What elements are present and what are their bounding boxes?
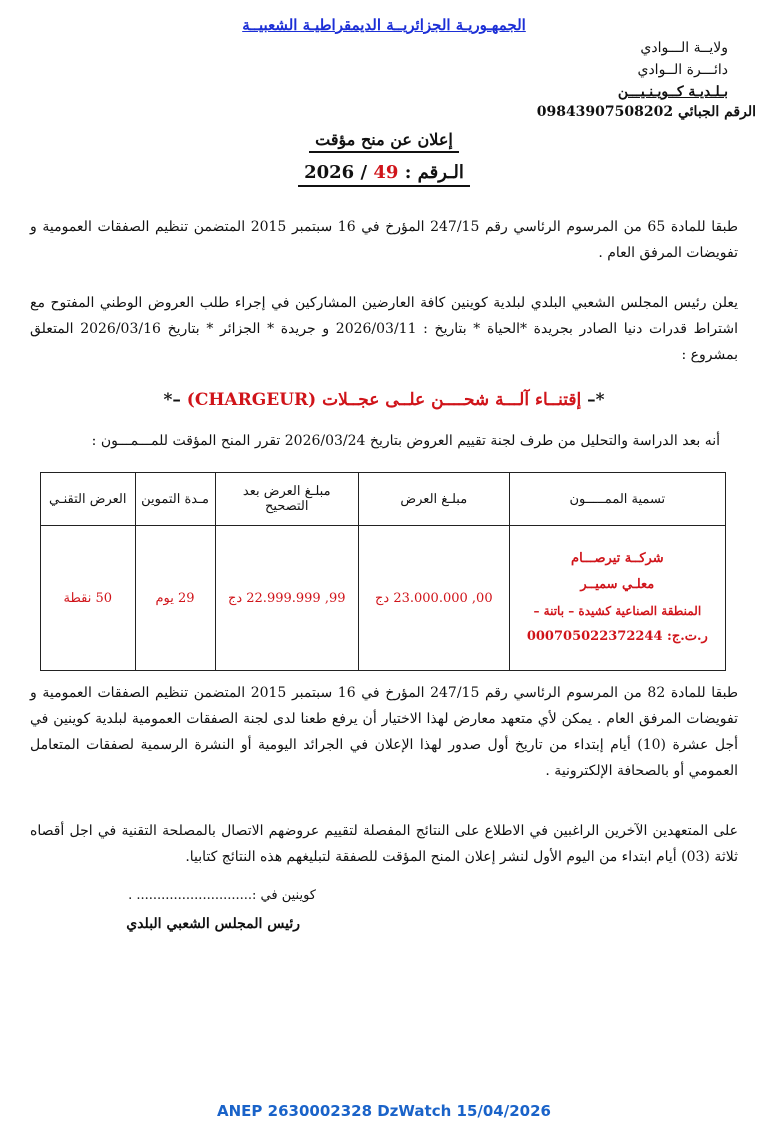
daira-label: دائـــرة الــوادي xyxy=(637,62,728,78)
baladiya-label: بـلـديـة كــويـنـيـــن xyxy=(617,84,728,100)
fiscal-number-line xyxy=(537,104,756,120)
amount-corrected-cell: 99, 22.999.999 دج xyxy=(215,526,358,671)
amount-cell: 00, 23.000.000 دج xyxy=(358,526,509,671)
evaluation-paragraph: أنه بعد الدراسة والتحليل من طرف لجنة تقييم العروض بتاريخ 2026/03/24 تقرر المنح المؤقت للمـــمـــون : xyxy=(91,433,720,449)
header-technical: العرض التقنـي xyxy=(41,473,136,526)
company-rc: ر.ت.ج: 000705022372244 xyxy=(526,629,708,644)
signature: رئيس المجلس الشعبي البلدي xyxy=(126,916,300,932)
wilaya-label: ولايــة الـــوادي xyxy=(640,40,728,56)
award-table xyxy=(40,472,726,671)
republic-heading: الجمهـوريـة الجزائريــة الديمقراطيـة الشعبيــة xyxy=(242,16,526,34)
table-header-row xyxy=(41,473,726,526)
company-address: المنطقة الصناعية كشيدة – باتنة – xyxy=(533,604,702,618)
announcement-title-text: إعلان عن منح مؤقت xyxy=(309,130,459,153)
header-name: تسمية الممـــــون xyxy=(509,473,725,526)
legal-basis-paragraph: طبقا للمادة 65 من المرسوم الرئاسي رقم 247/15 المؤرخ في 16 سبتمبر 2015 المتضمن تنظيم الصفقات العمومية و تفويضات المرفق العام . xyxy=(30,219,738,261)
fiscal-label: الرقم الجبائي xyxy=(677,104,756,120)
project-prefix: *– xyxy=(587,390,605,410)
project-title xyxy=(0,390,768,410)
date-line: كوينين في :............................ . xyxy=(128,888,316,903)
header-amount: مبلـغ العرض xyxy=(358,473,509,526)
header-amount-corrected: مبلـغ العرض بعد التصحيح xyxy=(215,473,358,526)
results-paragraph: على المتعهدين الآخرين الراغبين في الاطلاع على النتائج المفصلة لتقييم عروضهم الاتصال بالمصلحة التقنية في اجل أقصاه ثلاثة (03) أيام ابتداء من اليوم الأول لنشر إعلان المنح المؤقت للصفقة لتبليغهم هذه النتائج كتابيا. xyxy=(30,823,738,865)
number-label: الـرقم : xyxy=(404,162,464,183)
technical-cell: 50 نقطة xyxy=(41,526,136,671)
announcement-number-wrap xyxy=(298,162,470,187)
fiscal-number: 09843907508202 xyxy=(536,104,674,120)
header-duration: مـدة التموين xyxy=(135,473,215,526)
company-name: شركــة تيرصـــام xyxy=(571,551,664,566)
table-row xyxy=(41,526,726,671)
project-suffix: –* xyxy=(163,390,181,410)
project-title-text: إقتنــاء آلـــة شحــــن علــى عجــلات (CHARGEUR) xyxy=(186,390,582,410)
announcement-number: 49 xyxy=(373,162,399,183)
announcement-year: 2026 xyxy=(304,162,355,183)
duration-cell: 29 يوم xyxy=(135,526,215,671)
number-separator: / xyxy=(360,162,368,183)
announcement-paragraph: يعلن رئيس المجلس الشعبي البلدي لبلدية كوينين كافة العارضين المشاركين في إجراء طلب العروض الوطني المفتوح مع اشتراط قدرات دنيا الصادر بجريدة *الحياة * بتاريخ : 2026/03/11 و جريدة * الجزائر * بتاريخ 2026/03/16 المتعلق بمشروع : xyxy=(30,295,738,363)
announcement-number-line xyxy=(0,162,768,183)
manager-name: معلـي سميــر xyxy=(580,577,655,592)
footer-reference: ANEP 2630002328 DzWatch 15/04/2026 xyxy=(217,1102,551,1120)
supplier-cell xyxy=(509,526,725,671)
announcement-title xyxy=(0,130,768,149)
appeal-paragraph: طبقا للمادة 82 من المرسوم الرئاسي رقم 247/15 المؤرخ في 16 سبتمبر 2015 المتضمن تنظيم الصفقات العمومية و تفويضات المرفق العام . يمكن لأي متعهد معارض لهذا الاختيار أن يرفع طعنا لدى لجنة الصفقات العمومية لبلدية كوينين في أجل عشرة (10) أيام إبتداء من تاريخ أول صدور لهذا الإعلان في الجرائد اليومية أو النشرة الرسمية لصفقات المتعامل العمومي أو بالصحافة الإلكترونية . xyxy=(30,685,738,779)
